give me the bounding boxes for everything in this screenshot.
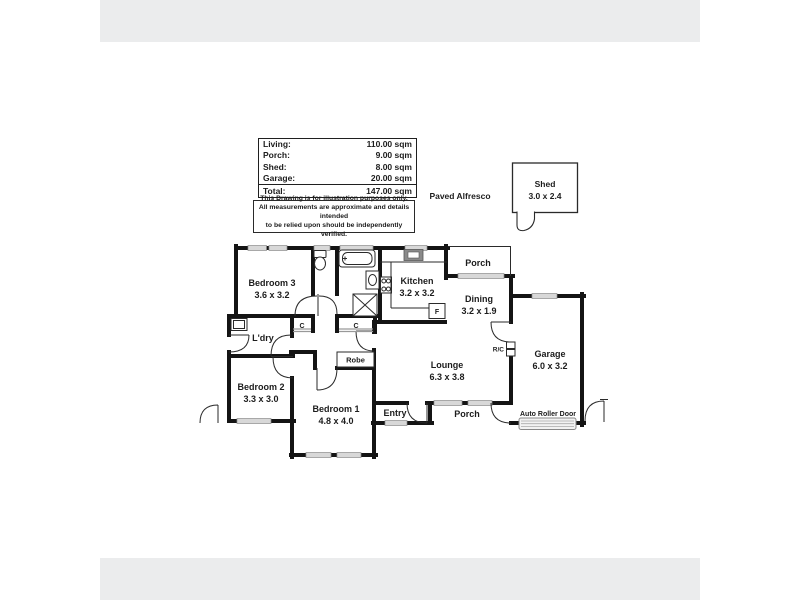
window [468,401,492,406]
area-value: 9.00 sqm [375,150,412,161]
roller-door-label: Auto Roller Door [520,411,576,418]
dining-label: Dining [465,294,493,304]
dining-garage-door-swing [491,322,511,342]
dining-dims: 3.2 x 1.9 [461,306,497,316]
shed-callout-tail [517,212,535,231]
lounge-dims: 6.3 x 3.8 [429,372,465,382]
window [532,294,557,299]
porch-bottom-label: Porch [454,409,480,419]
bedroom3-wc-door-swings [295,294,337,316]
closet2-label: C [353,323,359,330]
porch-top-label: Porch [465,258,491,268]
entry-label: Entry [383,408,407,418]
window [434,401,462,406]
air-conditioner-unit [507,350,516,357]
lounge-label: Lounge [430,360,464,370]
garage-label: Garage [534,349,566,359]
right-gate-swing [585,400,608,423]
area-value: 8.00 sqm [375,161,412,172]
left-gate-swing [200,405,218,423]
area-label: Living: [263,139,291,149]
area-value: 20.00 sqm [370,172,412,183]
window [385,421,407,426]
window [269,246,287,251]
bedroom1-label: Bedroom 1 [312,404,360,414]
bedroom3-dims: 3.6 x 3.2 [254,290,290,300]
garage-dims: 6.0 x 3.2 [532,361,568,371]
bedroom1-dims: 4.8 x 4.0 [318,416,354,426]
shed-callout [513,163,578,231]
toilet-bowl [315,257,326,270]
shed-name: Shed [534,179,556,189]
room-labels [237,258,576,426]
area-label: Shed: [263,161,287,172]
disclaimer-line: All measurements are approximate and details intended [258,203,410,220]
closet-sliding-doors [293,329,373,332]
area-label: Garage: [263,172,296,183]
window [337,453,361,458]
disclaimer-line: This Drawing is for illustration purposes only. [260,194,408,202]
paved-alfresco-label: Paved Alfresco [429,191,491,201]
garage-access-door-swing [491,403,511,423]
hall-lounge-door-swing [356,331,374,351]
kitchen-dims: 3.2 x 3.2 [399,288,435,298]
bedroom2-label: Bedroom 2 [237,382,285,392]
bedroom3-label: Bedroom 3 [248,278,296,288]
kitchen-sink-bowl [408,252,419,258]
area-label: Porch: [263,150,290,161]
disclaimer-line: to be relied upon should be independently verified. [265,222,403,239]
window [248,246,267,251]
air-conditioner-label: R/C [492,346,504,354]
closet1-label: C [299,323,305,330]
fridge-label: F [434,309,440,316]
robe-label: Robe [346,355,365,365]
toilet-fixture [314,251,326,258]
area-value: 110.00 sqm [366,139,412,149]
bedroom1-door-swing [317,368,337,390]
area-value: 147.00 sqm [366,186,412,197]
window [458,274,504,279]
air-conditioner-unit [507,342,516,349]
laundry-external-door-swing [229,335,249,352]
window [306,453,331,458]
laundry-bedroom2-door-swings [271,335,293,378]
front-door-swing [407,403,427,423]
window [314,246,330,251]
laundry-label: L'dry [252,333,274,343]
shed-dims: 3.0 x 2.4 [528,191,562,201]
vanity-basin [369,275,377,286]
window [237,419,271,424]
bedroom2-dims: 3.3 x 3.0 [243,394,279,404]
kitchen-label: Kitchen [400,276,434,286]
area-label: Total: [263,186,286,197]
